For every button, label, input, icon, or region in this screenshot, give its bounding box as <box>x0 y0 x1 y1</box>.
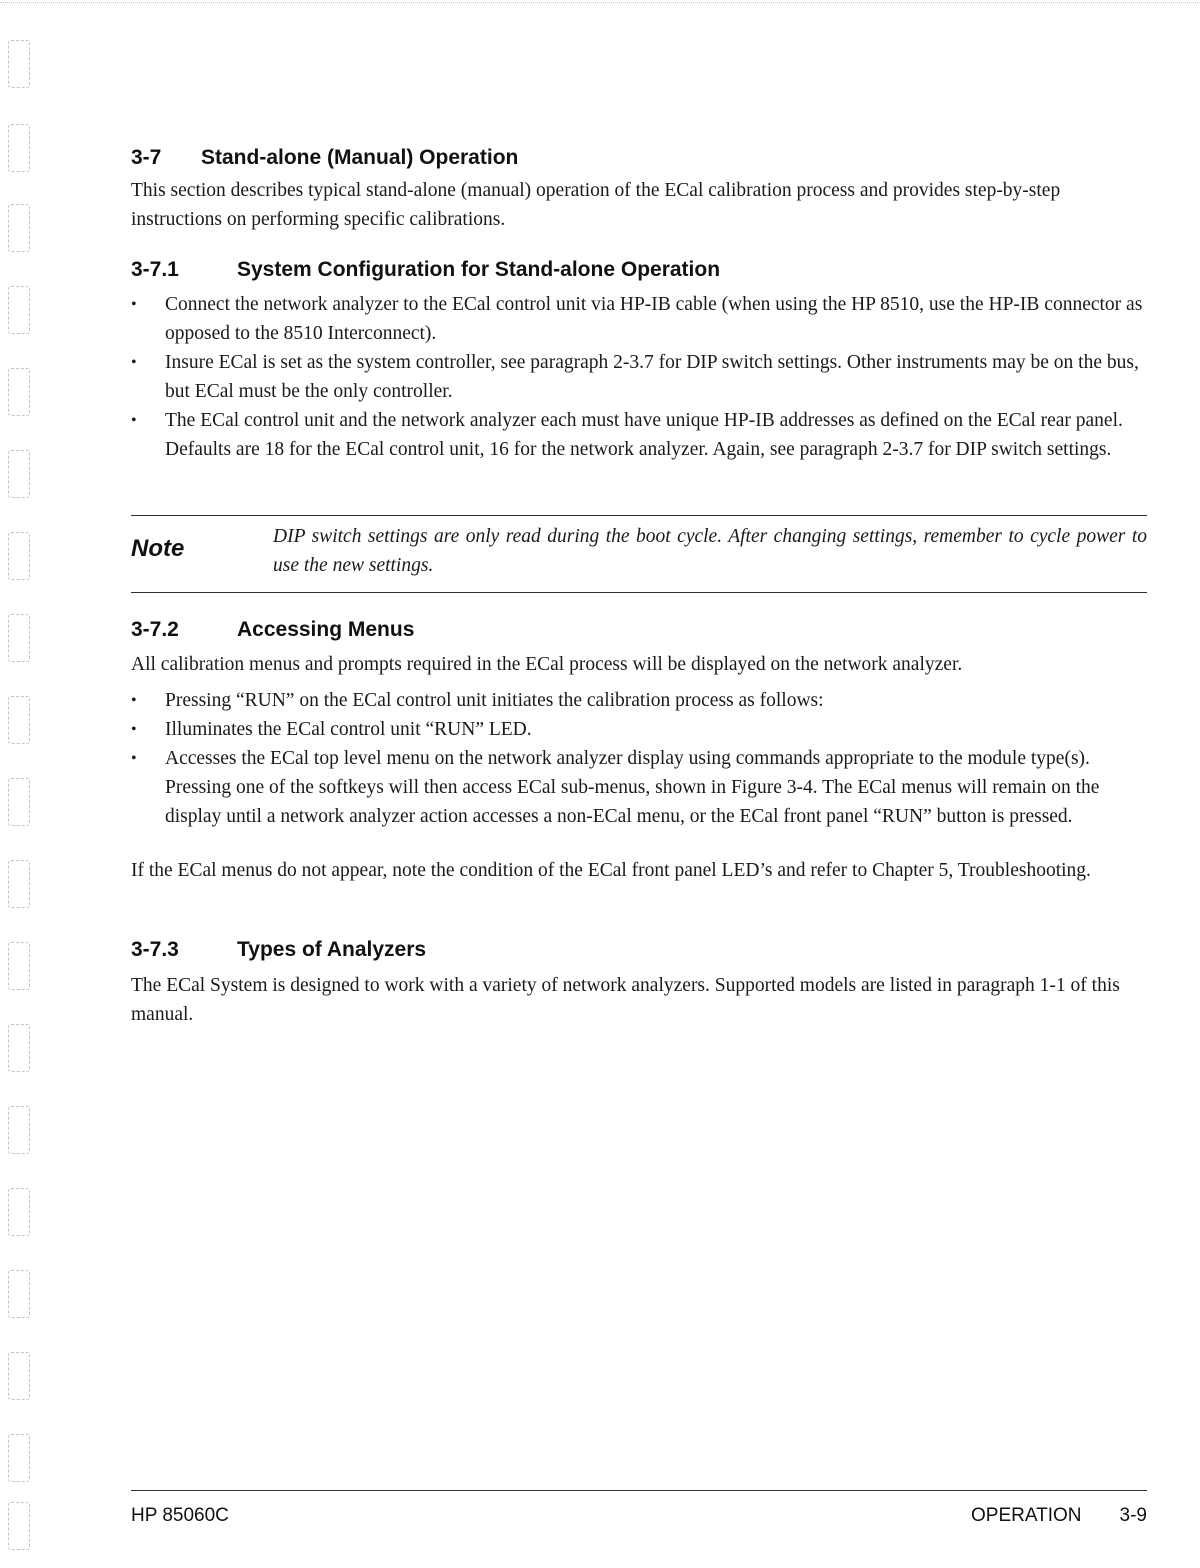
list-item: • Pressing “RUN” on the ECal control unit initiates the calibration process as follows: <box>131 686 1147 715</box>
footer-rule <box>131 1490 1147 1491</box>
note-top-rule <box>131 515 1147 516</box>
menus-intro: All calibration menus and prompts required in the ECal process will be displayed on the network analyzer. <box>131 654 963 675</box>
section-title: Stand-alone (Manual) Operation <box>201 146 519 169</box>
punch-hole <box>8 696 30 744</box>
subsection-heading-3-7-2 <box>131 618 414 642</box>
subsection-number: 3-7.1 <box>131 258 179 281</box>
list-item: • Insure ECal is set as the system controller, see paragraph 2-3.7 for DIP switch settings. Other instruments may be on the bus, but ECal must be the only controller. <box>131 348 1147 406</box>
config-bullet-list <box>131 290 1147 464</box>
punch-hole <box>8 1502 30 1550</box>
subsection-heading-3-7-3 <box>131 938 426 962</box>
subsection-number: 3-7.2 <box>131 618 179 641</box>
menus-followup: If the ECal menus do not appear, note the condition of the ECal front panel LED’s and refer to Chapter 5, Troubleshooting. <box>131 860 1091 881</box>
footer-product: HP 85060C <box>131 1505 229 1526</box>
note-text: DIP switch settings are only read during the boot cycle. After changing settings, remember to cycle power to use the new settings. <box>273 526 1147 576</box>
page-number: 3-9 <box>1119 1505 1147 1526</box>
section-intro: This section describes typical stand-alone (manual) operation of the ECal calibration process and provides step-by-step instructions on performing specific calibrations. <box>131 180 1061 230</box>
punch-hole <box>8 778 30 826</box>
menus-bullet-list <box>131 686 1147 831</box>
punch-hole <box>8 368 30 416</box>
punch-hole <box>8 942 30 990</box>
punch-hole <box>8 124 30 172</box>
note-bottom-rule <box>131 592 1147 593</box>
subsection-title: Types of Analyzers <box>237 938 427 961</box>
punch-hole <box>8 450 30 498</box>
footer-chapter-title: OPERATION <box>971 1505 1082 1526</box>
punch-hole <box>8 1024 30 1072</box>
punch-hole <box>8 614 30 662</box>
punch-hole <box>8 532 30 580</box>
list-item: • Connect the network analyzer to the ECal control unit via HP-IB cable (when using the HP 8510, use the HP-IB connector as opposed to the 8510 Interconnect). <box>131 290 1147 348</box>
list-item: • Illuminates the ECal control unit “RUN” LED. <box>131 715 1147 744</box>
punch-hole <box>8 860 30 908</box>
section-number: 3-7 <box>131 146 162 169</box>
punch-hole <box>8 286 30 334</box>
analyzers-intro: The ECal System is designed to work with a variety of network analyzers. Supported models are listed in paragraph 1-1 of this manual. <box>131 975 1120 1025</box>
footer-chapter <box>958 1505 1147 1527</box>
punch-hole <box>8 1434 30 1482</box>
punch-hole <box>8 1106 30 1154</box>
punch-hole <box>8 40 30 88</box>
section-heading <box>131 146 518 170</box>
note-label: Note <box>131 535 185 562</box>
subsection-heading-3-7-1 <box>131 258 720 282</box>
list-item: • Accesses the ECal top level menu on the network analyzer display using commands appropriate to the module type(s). Pressing one of the softkeys will then access ECal sub-menus, shown in Figure 3-4. The ECal menus will remain on the display until a network analyzer action accesses a non-ECal menu, or the ECal front panel “RUN” button is pressed. <box>131 744 1147 831</box>
subsection-title: System Configuration for Stand-alone Operation <box>237 258 721 281</box>
punch-hole <box>8 1188 30 1236</box>
subsection-number: 3-7.3 <box>131 938 179 961</box>
subsection-title: Accessing Menus <box>237 618 415 641</box>
list-item: • The ECal control unit and the network analyzer each must have unique HP-IB addresses as defined on the ECal rear panel. Defaults are 18 for the ECal control unit, 16 for the network analyzer. Again, see paragraph 2-3.7 for DIP switch settings. <box>131 406 1147 464</box>
punch-hole <box>8 204 30 252</box>
top-edge-dots <box>0 2 1200 3</box>
punch-hole <box>8 1270 30 1318</box>
punch-hole <box>8 1352 30 1400</box>
